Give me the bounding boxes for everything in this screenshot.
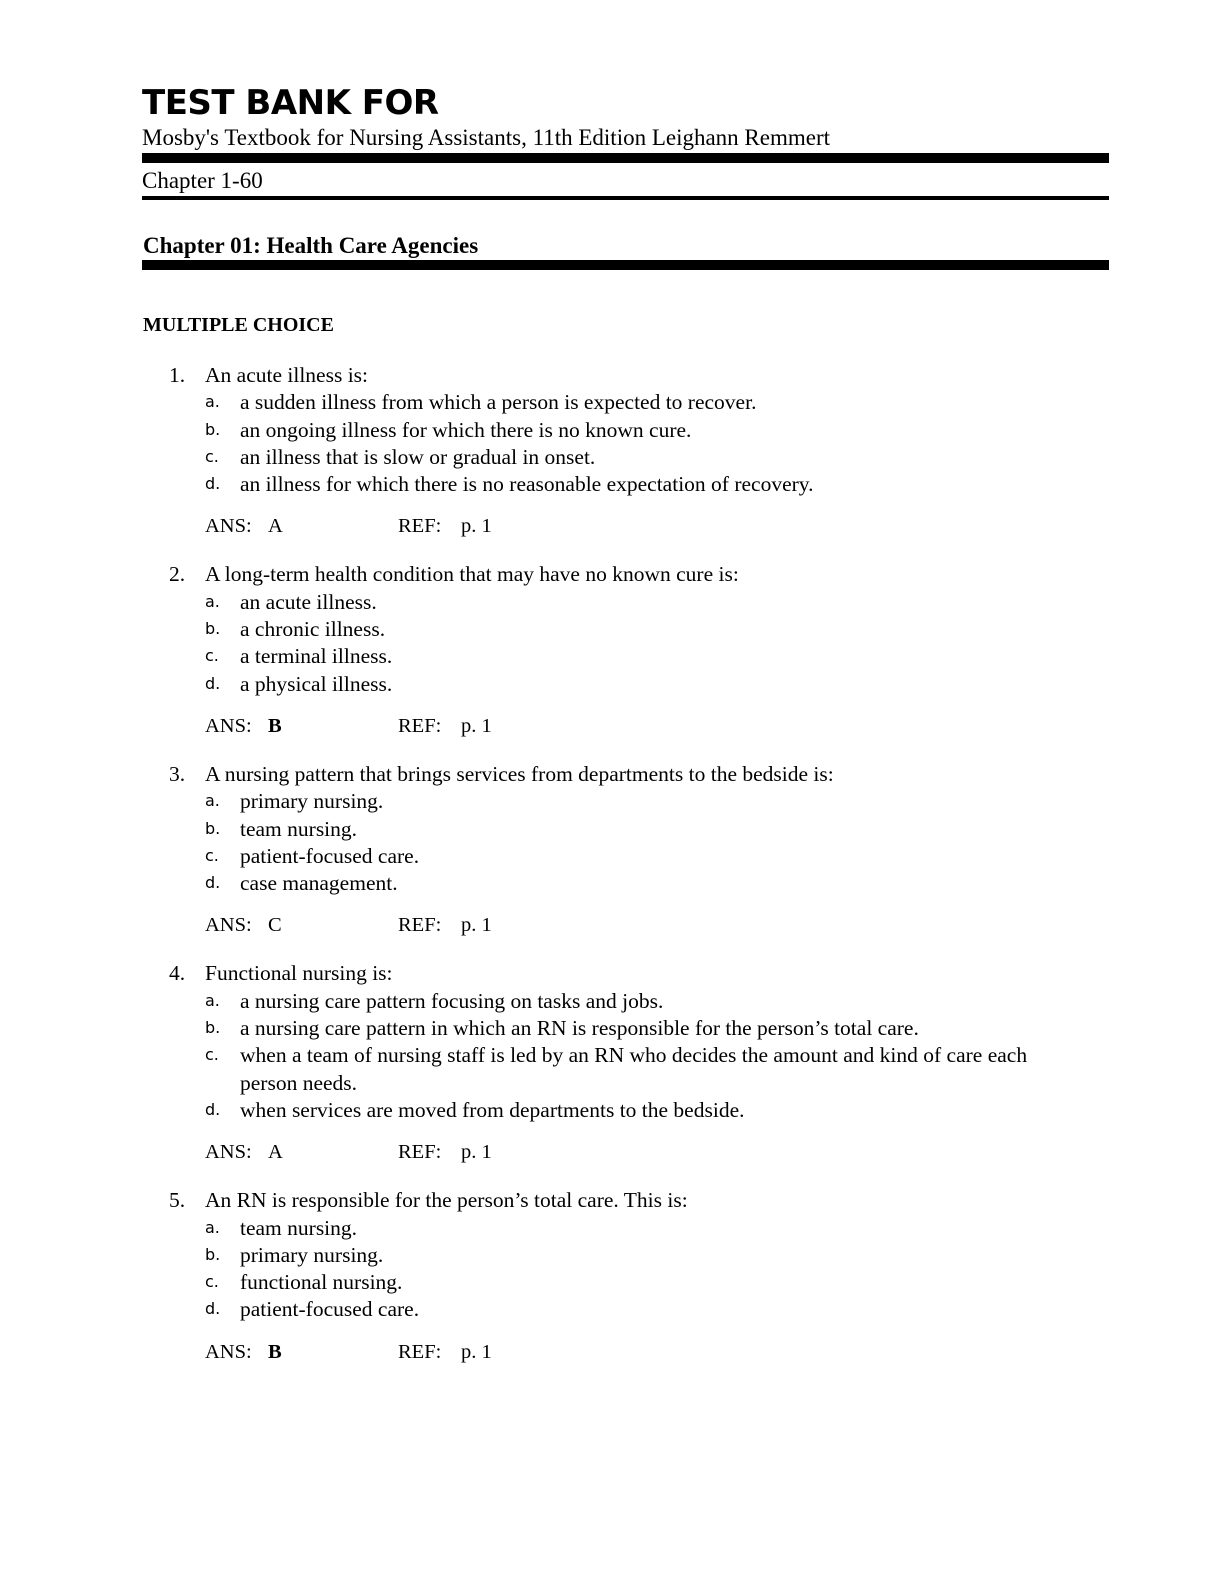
option-text: patient-focused care. <box>240 1297 420 1322</box>
answer-option <box>142 988 1110 1015</box>
option-text: an illness that is slow or gradual in onset. <box>240 444 596 469</box>
option-letter: a. <box>205 990 220 1010</box>
question-stem: Functional nursing is: <box>205 961 393 986</box>
option-letter: c. <box>205 1272 219 1292</box>
answer-label: ANS: <box>205 914 252 937</box>
option-text: team nursing. <box>240 1215 358 1240</box>
answer-option <box>142 1015 1110 1042</box>
question-line <box>142 960 1110 987</box>
option-letter: d. <box>205 873 221 893</box>
answer-option <box>142 417 1110 444</box>
answer-key-line <box>142 513 1110 540</box>
answer-option <box>142 1269 1110 1296</box>
reference-label: REF: <box>398 1340 442 1363</box>
reference-value: p. 1 <box>461 515 492 538</box>
header-divider-thin <box>142 196 1109 200</box>
option-text: functional nursing. <box>240 1270 403 1295</box>
option-letter: c. <box>205 446 219 466</box>
answer-option <box>142 389 1110 416</box>
answer-value: B <box>268 714 282 737</box>
option-text: a nursing care pattern in which an RN is responsible for the person’s total care. <box>240 1016 919 1041</box>
option-text: a nursing care pattern focusing on tasks and jobs. <box>240 988 664 1013</box>
question-item <box>142 1187 1110 1365</box>
option-letter: d. <box>205 1099 221 1119</box>
page-title: TEST BANK FOR <box>142 83 439 123</box>
question-number: 3. <box>169 761 186 786</box>
answer-option <box>142 643 1110 670</box>
option-letter: b. <box>205 1244 221 1264</box>
answer-option <box>142 1042 1110 1097</box>
answer-option <box>142 788 1110 815</box>
option-letter: a. <box>205 392 220 412</box>
reference-label: REF: <box>398 1141 442 1164</box>
option-list <box>142 788 1110 897</box>
question-line <box>142 362 1110 389</box>
option-text: when services are moved from departments to the bedside. <box>240 1097 745 1122</box>
question-line <box>142 1187 1110 1214</box>
question-stem: An acute illness is: <box>205 363 369 387</box>
answer-key-line <box>142 912 1110 939</box>
question-list <box>142 362 1110 1387</box>
reference-label: REF: <box>398 515 442 538</box>
answer-option <box>142 444 1110 471</box>
question-item <box>142 362 1110 540</box>
question-stem: A nursing pattern that brings services from departments to the bedside is: <box>205 761 834 786</box>
option-letter: a. <box>205 1217 220 1237</box>
reference-value: p. 1 <box>461 914 492 937</box>
option-letter: a. <box>205 591 220 611</box>
question-stem: A long-term health condition that may have no known cure is: <box>205 562 739 587</box>
question-stem: An RN is responsible for the person’s total care. This is: <box>205 1188 688 1213</box>
answer-option <box>142 471 1110 498</box>
option-text: a chronic illness. <box>240 617 386 642</box>
answer-value: A <box>268 1141 283 1164</box>
answer-key-line <box>142 713 1110 740</box>
option-letter: c. <box>205 1045 219 1065</box>
option-text: team nursing. <box>240 816 358 841</box>
question-line <box>142 761 1110 788</box>
option-list <box>142 589 1110 698</box>
answer-label: ANS: <box>205 714 252 737</box>
question-number: 5. <box>169 1188 186 1213</box>
answer-key-line <box>142 1139 1110 1166</box>
option-letter: a. <box>205 791 220 811</box>
answer-option <box>142 1296 1110 1323</box>
reference-value: p. 1 <box>461 1340 492 1363</box>
option-text: a sudden illness from which a person is expected to recover. <box>240 390 757 415</box>
question-number: 1. <box>169 363 186 387</box>
option-letter: c. <box>205 845 219 865</box>
option-letter: b. <box>205 1018 221 1038</box>
answer-label: ANS: <box>205 1141 252 1164</box>
option-letter: d. <box>205 673 221 693</box>
answer-key-line <box>142 1339 1110 1366</box>
reference-value: p. 1 <box>461 1141 492 1164</box>
answer-option <box>142 1097 1110 1124</box>
book-subtitle: Mosby's Textbook for Nursing Assistants, 11th Edition Leighann Remmert <box>142 125 831 150</box>
option-text: patient-focused care. <box>240 843 420 868</box>
question-item <box>142 960 1110 1166</box>
question-item <box>142 561 1110 739</box>
option-letter: d. <box>205 474 221 494</box>
answer-value: B <box>268 1340 282 1363</box>
section-heading: MULTIPLE CHOICE <box>143 314 334 336</box>
option-letter: d. <box>205 1299 221 1319</box>
option-text: primary nursing. <box>240 789 384 814</box>
answer-option <box>142 870 1110 897</box>
answer-option <box>142 671 1110 698</box>
question-line <box>142 561 1110 588</box>
answer-value: A <box>268 515 283 538</box>
option-text: an ongoing illness for which there is no known cure. <box>240 417 692 442</box>
option-text: a terminal illness. <box>240 644 393 669</box>
answer-label: ANS: <box>205 1340 252 1363</box>
option-list <box>142 1215 1110 1324</box>
question-number: 2. <box>169 562 186 587</box>
answer-option <box>142 1242 1110 1269</box>
option-text: a physical illness. <box>240 671 393 696</box>
option-letter: b. <box>205 619 221 639</box>
question-number: 4. <box>169 961 186 986</box>
option-list <box>142 988 1110 1124</box>
reference-label: REF: <box>398 914 442 937</box>
answer-value: C <box>268 914 282 937</box>
answer-option <box>142 589 1110 616</box>
answer-option <box>142 843 1110 870</box>
option-text: primary nursing. <box>240 1242 384 1267</box>
option-text: case management. <box>240 871 398 896</box>
option-letter: b. <box>205 419 221 439</box>
header-divider-thick <box>142 153 1109 163</box>
question-item <box>142 761 1110 939</box>
chapter-divider <box>142 260 1109 270</box>
option-letter: c. <box>205 646 219 666</box>
reference-value: p. 1 <box>461 714 492 737</box>
answer-label: ANS: <box>205 515 252 538</box>
answer-option <box>142 816 1110 843</box>
answer-option <box>142 616 1110 643</box>
option-text: an illness for which there is no reasonable expectation of recovery. <box>240 472 814 497</box>
option-list <box>142 389 1110 498</box>
option-text: when a team of nursing staff is led by an RN who decides the amount and kind of care each person needs. <box>240 1043 1028 1095</box>
option-letter: b. <box>205 818 221 838</box>
reference-label: REF: <box>398 714 442 737</box>
chapter-heading: Chapter 01: Health Care Agencies <box>143 233 479 258</box>
answer-option <box>142 1215 1110 1242</box>
option-text: an acute illness. <box>240 589 377 614</box>
chapter-range: Chapter 1-60 <box>142 168 263 193</box>
